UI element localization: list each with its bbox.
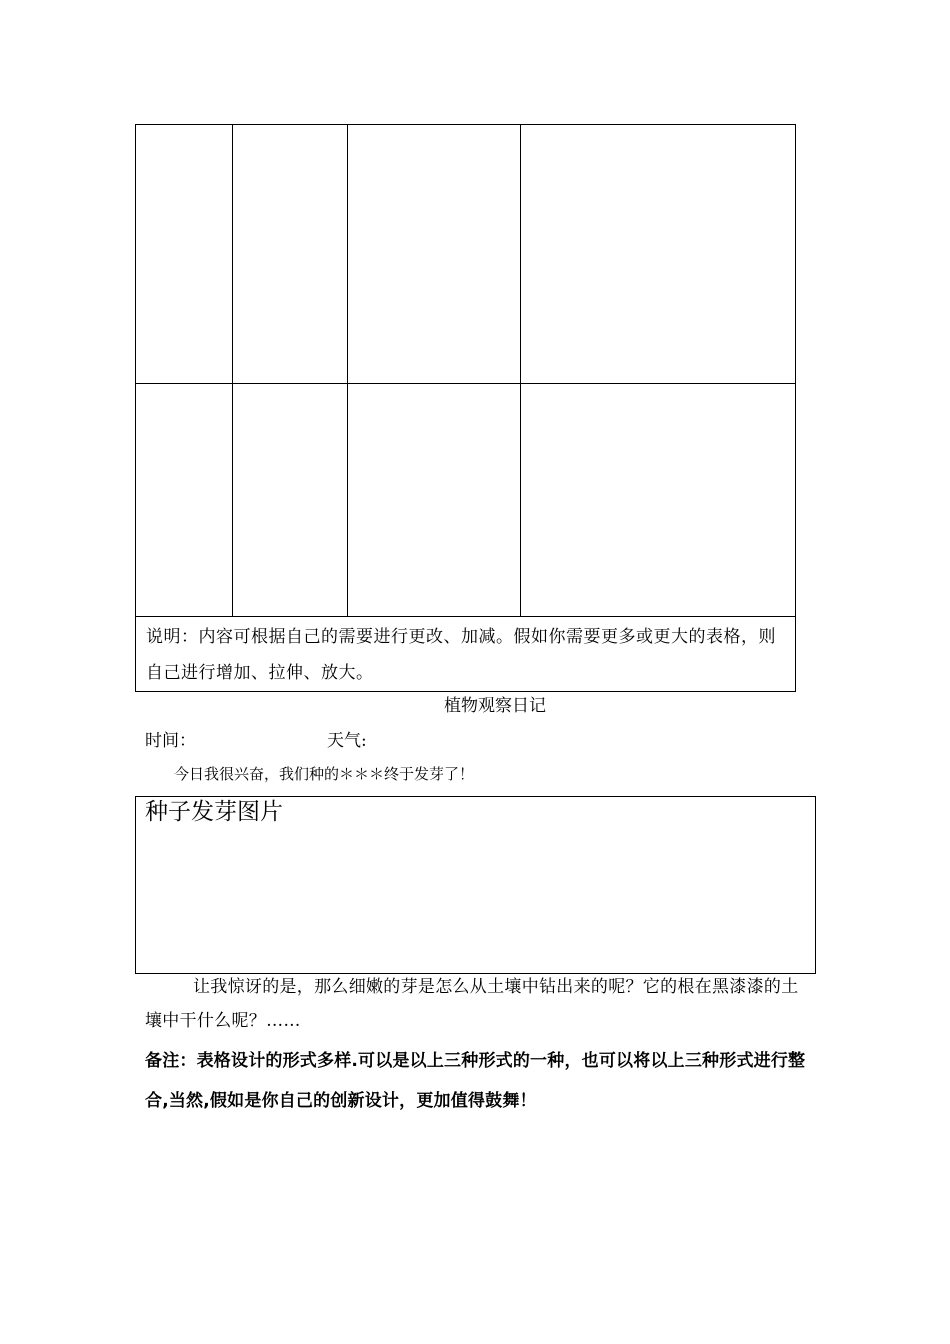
- table-row: [136, 125, 795, 384]
- table-cell: [233, 125, 348, 383]
- weather-label: 天气:: [327, 731, 367, 751]
- time-label: 时间：: [145, 731, 196, 751]
- table-row: [136, 384, 795, 617]
- diary-entry: 今日我很兴奋，我们种的＊＊＊终于发芽了！: [174, 765, 475, 783]
- table-cell: [348, 384, 521, 616]
- observation-grid-table: [135, 124, 796, 692]
- table-cell: [521, 384, 795, 616]
- table-cell: [136, 384, 233, 616]
- table-cell: [348, 125, 521, 383]
- photo-label: 种子发芽图片: [145, 799, 283, 825]
- table-cell: [233, 384, 348, 616]
- table-cell: [521, 125, 795, 383]
- table-note: 说明：内容可根据自己的需要进行更改、加减。假如你需要更多或更大的表格，则自己进行增加、拉伸、放大。: [146, 627, 776, 683]
- wonder-paragraph: 让我惊讶的是，那么细嫩的芽是怎么从土壤中钻出来的呢？它的根在黑漆漆的土壤中干什么呢？……: [145, 977, 799, 1031]
- remark-paragraph: 备注：表格设计的形式多样.可以是以上三种形式的一种，也可以将以上三种形式进行整合,当然,假如是你自己的创新设计，更加值得鼓舞！: [145, 1051, 806, 1111]
- sprout-photo-box: [135, 796, 816, 974]
- diary-title: 植物观察日记: [444, 696, 546, 716]
- table-cell: [136, 125, 233, 383]
